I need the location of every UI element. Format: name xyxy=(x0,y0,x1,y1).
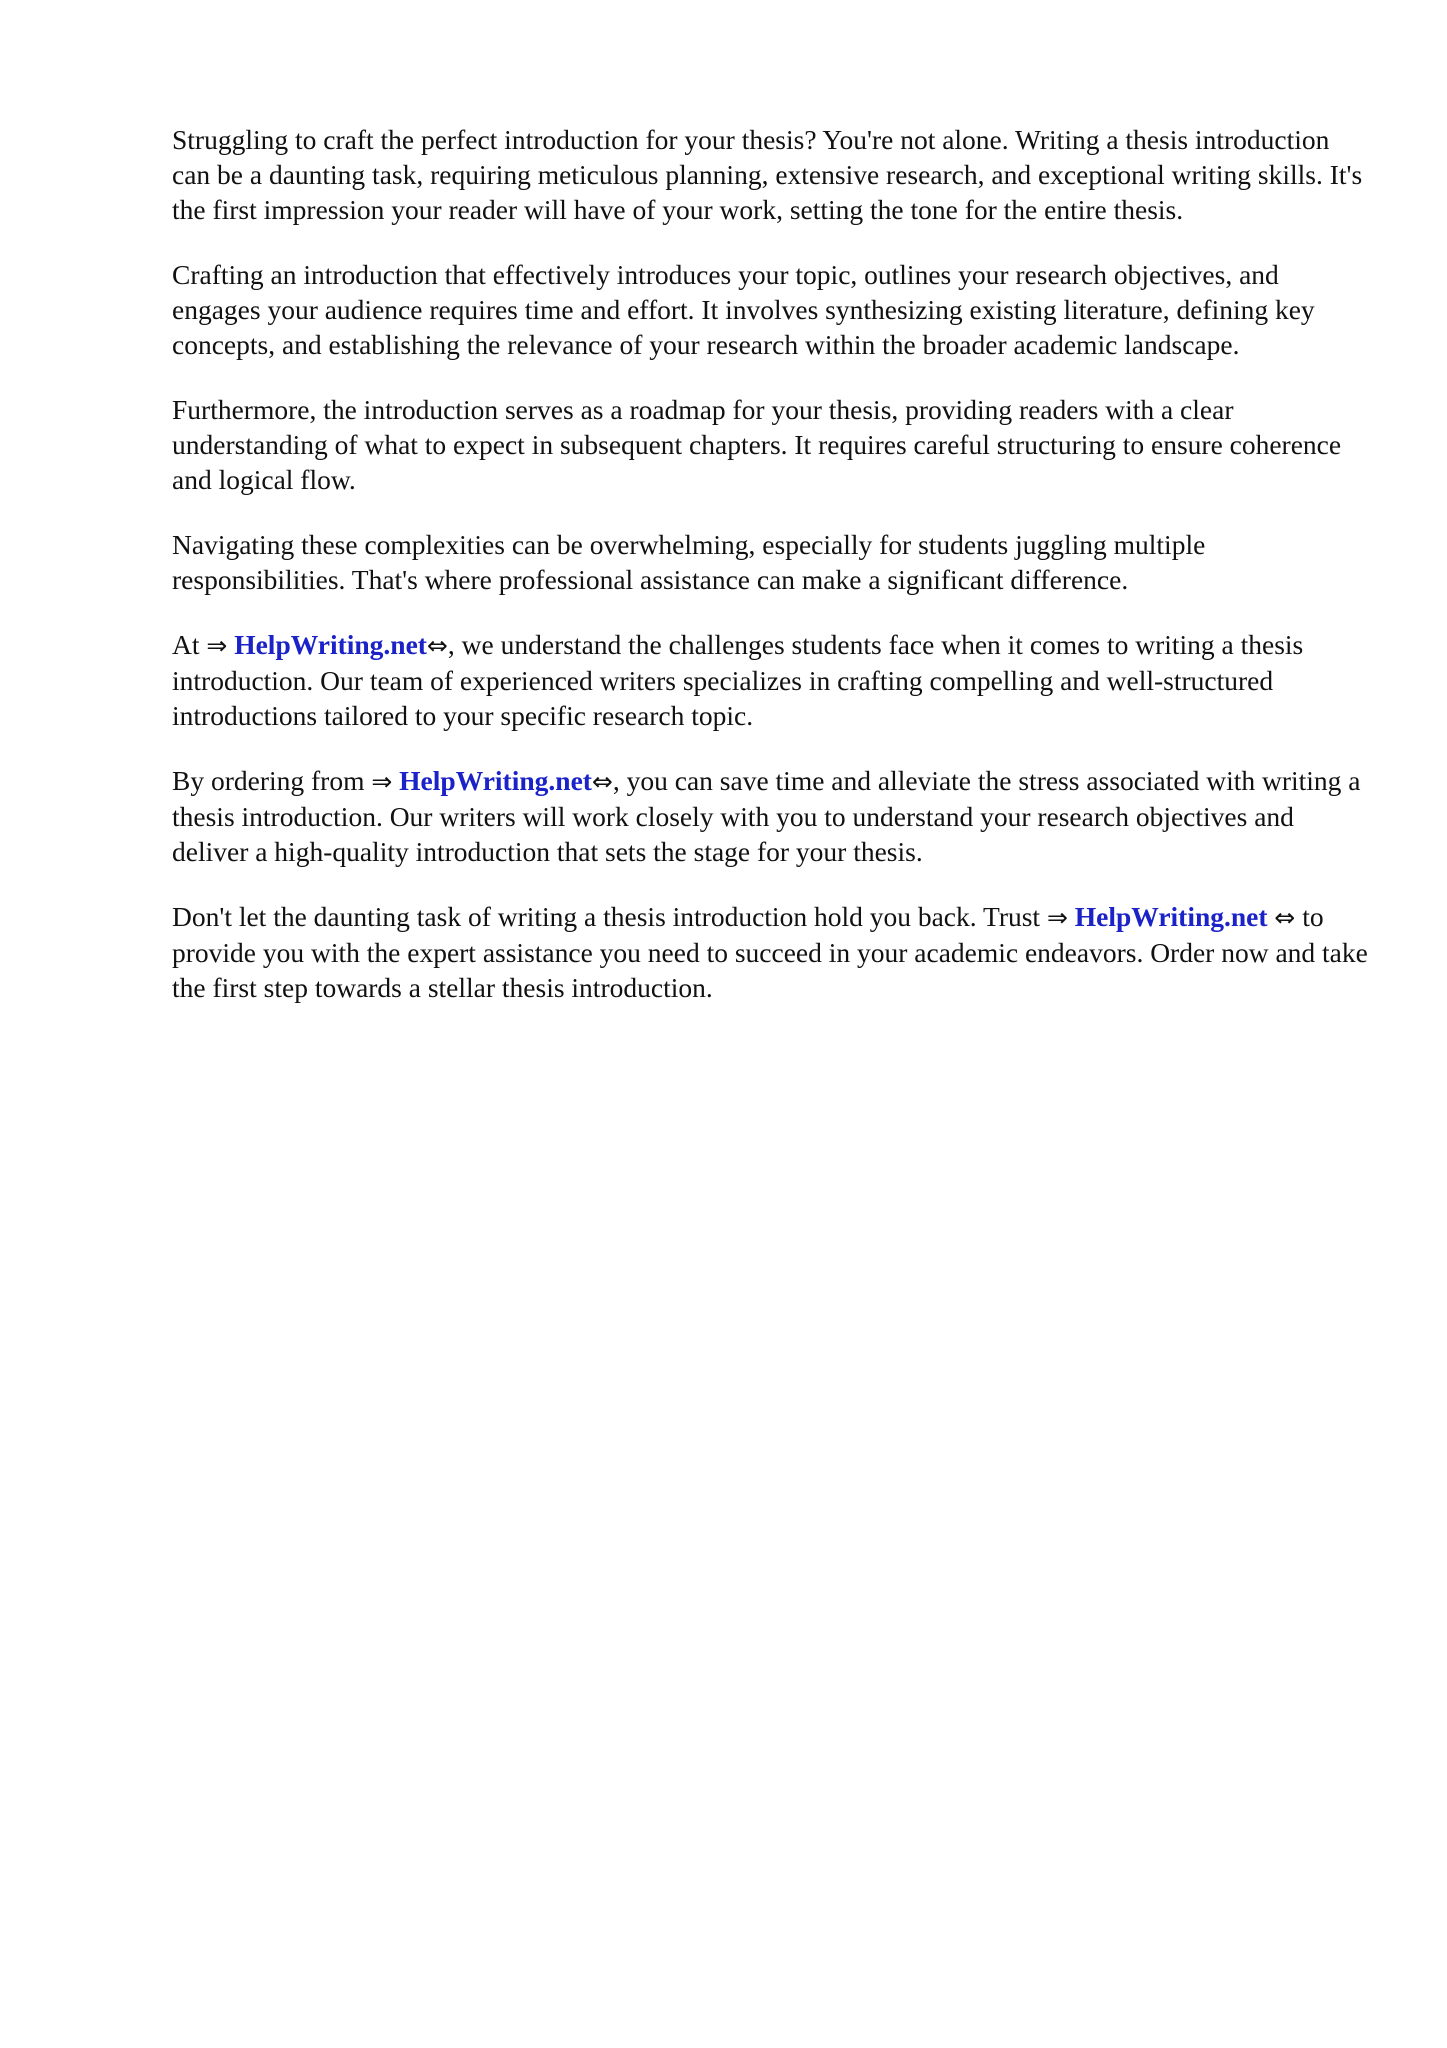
paragraph-4: Navigating these complexities can be overwhelming, especially for students juggling multiple responsibilities. That's where professional assistance can make a significant difference. xyxy=(172,529,1206,595)
right-double-arrow-icon: ⇒ xyxy=(206,631,228,660)
paragraph-5-lead: At xyxy=(172,629,200,660)
helpwriting-link[interactable]: HelpWriting.net xyxy=(234,629,427,660)
paragraph-5-rest: , we understand the challenges students face when it comes to writing a thesis introduction. Our team of experienced writers specializes in crafting compelling and well-structured introductions tailored to your specific research topic. xyxy=(172,629,1304,731)
document-page xyxy=(172,122,1372,1035)
paragraph-7-rest: to provide you with the expert assistance you need to succeed in your academic endeavors. Order now and take the first step towards a stellar thesis introduction. xyxy=(172,901,1368,1003)
paragraph-6-rest: , you can save time and alleviate the stress associated with writing a thesis introduction. Our writers will work closely with you to understand your research objectives and deliver a high-quality introduction that sets the stage for your thesis. xyxy=(172,765,1361,867)
paragraph-1: Struggling to craft the perfect introduction for your thesis? You're not alone. Writing a thesis introduction can be a daunting task, requiring meticulous planning, extensive research, and exceptional writing skills. It's the first impression your reader will have of your work, setting the tone for the entire thesis. xyxy=(172,124,1363,225)
right-double-arrow-icon: ⇒ xyxy=(371,767,393,796)
helpwriting-link[interactable]: HelpWriting.net xyxy=(399,765,592,796)
paragraph-5 xyxy=(172,627,1372,733)
helpwriting-link[interactable]: HelpWriting.net xyxy=(1074,901,1268,932)
paragraph-6-lead: By ordering from xyxy=(172,765,365,796)
paragraph-6 xyxy=(172,763,1372,869)
right-double-arrow-icon: ⇒ xyxy=(1046,903,1068,932)
left-right-double-arrow-icon: ⇔ xyxy=(426,631,448,660)
paragraph-2: Crafting an introduction that effectively introduces your topic, outlines your research objectives, and engages your audience requires time and effort. It involves synthesizing existing literature, defining key concepts, and establishing the relevance of your research within the broader academic landscape. xyxy=(172,259,1315,360)
paragraph-3: Furthermore, the introduction serves as a roadmap for your thesis, providing readers with a clear understanding of what to expect in subsequent chapters. It requires careful structuring to ensure coherence and logical flow. xyxy=(172,394,1342,495)
paragraph-7-lead: Don't let the daunting task of writing a thesis introduction hold you back. Trust xyxy=(172,901,1041,932)
left-right-double-arrow-icon: ⇔ xyxy=(591,767,613,796)
paragraph-7 xyxy=(172,899,1372,1005)
left-right-double-arrow-icon: ⇔ xyxy=(1274,903,1296,932)
